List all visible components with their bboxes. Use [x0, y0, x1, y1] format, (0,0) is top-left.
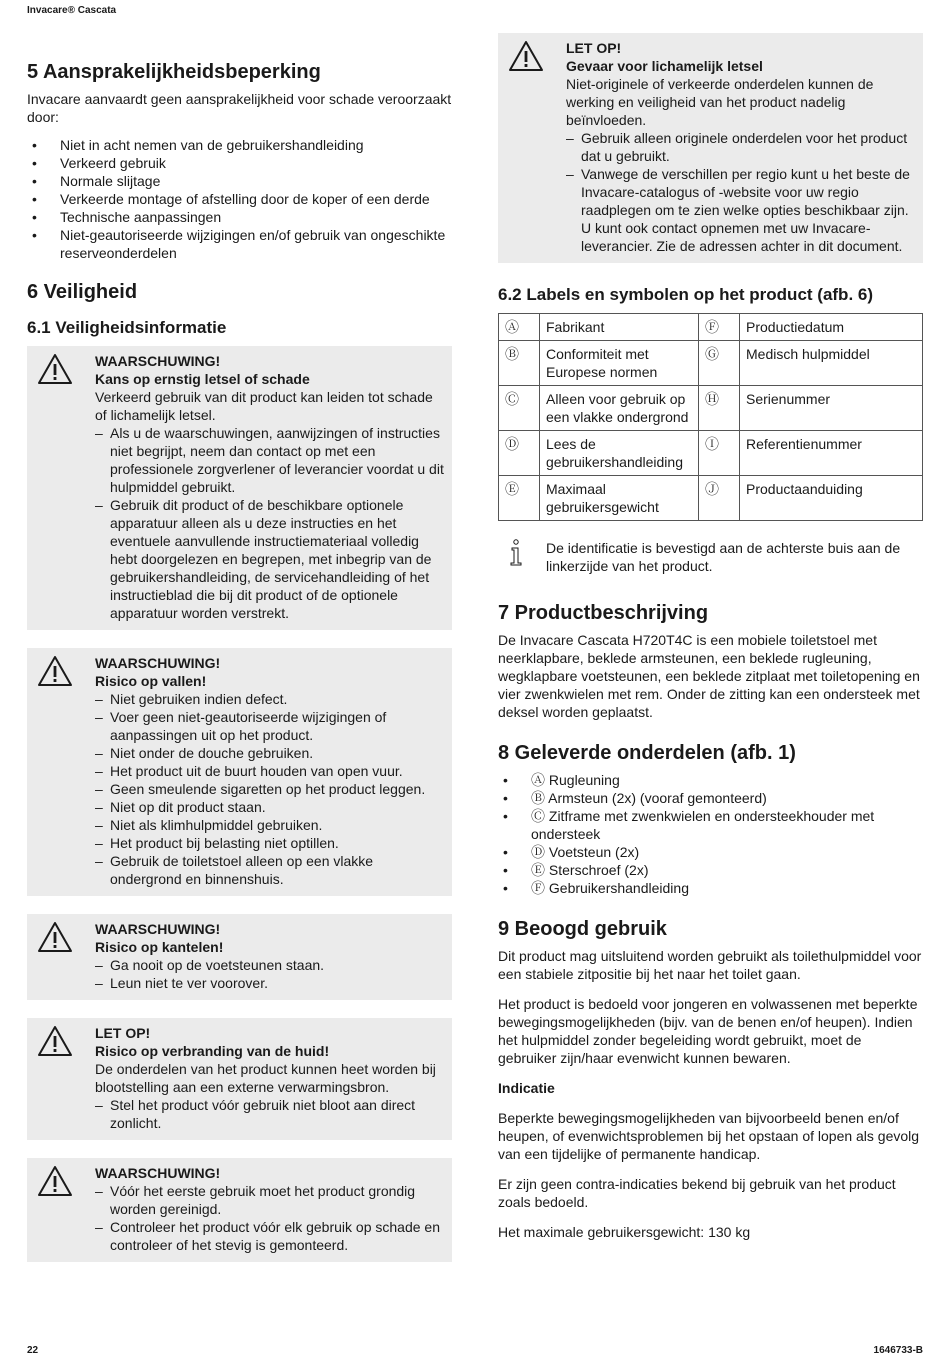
- list-item: – Ga nooit op de voetsteunen staan.: [95, 956, 444, 974]
- table-row: [499, 314, 923, 341]
- list-item: – Niet als klimhulpmiddel gebruiken.: [95, 816, 444, 834]
- notice-type: WAARSCHUWING!: [95, 921, 221, 938]
- list-item: – Niet op dit product staan.: [95, 798, 444, 816]
- info-icon: [508, 539, 524, 567]
- table-cell: Ⓕ: [699, 314, 740, 341]
- liability-list: [27, 136, 452, 262]
- table-cell: Alleen voor gebruik op een vlakke ondergrond: [540, 386, 699, 431]
- item-letter: Ⓒ: [531, 808, 545, 825]
- section-7-title: 7 Productbeschrijving: [498, 602, 709, 625]
- indicatie-heading: Indicatie: [498, 1080, 555, 1097]
- list-item: [498, 861, 923, 879]
- table-cell: Ⓓ: [499, 431, 540, 476]
- table-cell: Ⓖ: [699, 341, 740, 386]
- notice-list: [95, 690, 444, 888]
- notice-text: De onderdelen van het product kunnen heet worden bij blootstelling aan een externe verwarmingsbron.: [95, 1061, 436, 1096]
- left-column: [27, 60, 452, 1280]
- table-cell: Ⓙ: [699, 476, 740, 521]
- right-column: [498, 33, 923, 1241]
- table-cell: Referentienummer: [740, 431, 923, 476]
- warning-triangle-icon: [508, 40, 544, 72]
- item-letter: Ⓕ: [531, 880, 545, 897]
- warning-triangle-icon: [37, 1165, 73, 1197]
- list-item: • Verkeerde montage of afstelling door de koper of een derde: [27, 190, 452, 208]
- table-cell: Ⓘ: [699, 431, 740, 476]
- table-cell: Ⓐ: [499, 314, 540, 341]
- section-9-paragraph: Er zijn geen contra-indicaties bekend bij gebruik van het product zoals bedoeld.: [498, 1176, 896, 1211]
- notice-heading: Gevaar voor lichamelijk letsel: [566, 58, 763, 74]
- notice-list: [95, 956, 444, 992]
- list-item: – Vanwege de verschillen per regio kunt u het beste de Invacare-catalogus of -website voor uw regio raadplegen om te zien welke opties beschikbaar zijn. U kunt ook contact opnemen met uw Invacare-leverancier. Zie de adressen achter in dit document.: [566, 165, 915, 255]
- info-note-text: De identificatie is bevestigd aan de achterste buis aan de linkerzijde van het product.: [546, 540, 901, 575]
- warning-notice: [27, 914, 452, 1000]
- list-item: – Als u de waarschuwingen, aanwijzingen of instructies niet begrijpt, neem dan contact op met een professionele zorgverlener of leverancier voordat u dit hulpmiddel gebruikt.: [95, 424, 444, 496]
- notice-heading: Risico op verbranding van de huid!: [95, 1043, 330, 1060]
- item-text: Gebruikershandleiding: [548, 880, 689, 897]
- table-cell: Productaanduiding: [740, 476, 923, 521]
- section-6-title: 6 Veiligheid: [27, 281, 138, 303]
- section-7-text: De Invacare Cascata H720T4C is een mobiele toiletstoel met neerklapbare, beklede armsteunen, een beklede rugleuning, wegklapbare voetsteunen, een beklede zitplaat met toiletopening en vier zwenkwielen met rem. Onder de zitting kan een ondersteek met deksel worden geplaatst.: [498, 632, 920, 721]
- table-row: [499, 386, 923, 431]
- notice-heading: Risico op vallen!: [95, 673, 207, 690]
- item-text: Voetsteun (2x): [548, 844, 640, 861]
- notice-type: LET OP!: [566, 40, 622, 56]
- list-item: [498, 789, 923, 807]
- list-item: [498, 807, 923, 843]
- notice-list: [95, 1182, 444, 1254]
- info-note: [498, 539, 923, 575]
- list-item: – Gebruik alleen originele onderdelen voor het product dat u gebruikt.: [566, 129, 915, 165]
- caution-notice: [27, 1018, 452, 1140]
- item-letter: Ⓔ: [531, 862, 545, 879]
- list-item: – Gebruik de toiletstoel alleen op een vlakke ondergrond en binnenshuis.: [95, 852, 444, 888]
- warning-notice: [27, 1158, 452, 1262]
- item-letter: Ⓑ: [531, 790, 545, 807]
- list-item: [498, 771, 923, 789]
- warning-notice: [27, 346, 452, 630]
- page-number: 22: [27, 1345, 39, 1356]
- section-9-paragraph: Het product is bedoeld voor jongeren en volwassenen met beperkte bewegingsmogelijkheden (bijv. van de benen en/of heupen). Indien het hulpmiddel zonder begeleiding wordt gebruikt, moet de gebruiker zijn/haar evenwicht kunnen bewaren.: [498, 996, 918, 1067]
- table-cell: Medisch hulpmiddel: [740, 341, 923, 386]
- notice-list: [95, 1096, 444, 1132]
- table-cell: Conformiteit met Europese normen: [540, 341, 699, 386]
- table-cell: Ⓗ: [699, 386, 740, 431]
- warning-triangle-icon: [37, 1025, 73, 1057]
- item-text: Armsteun (2x) (vooraf gemonteerd): [548, 790, 767, 807]
- list-item: – Vóór het eerste gebruik moet het product grondig worden gereinigd.: [95, 1182, 444, 1218]
- labels-table: [498, 313, 923, 521]
- table-cell: Fabrikant: [540, 314, 699, 341]
- warning-triangle-icon: [37, 921, 73, 953]
- list-item: – Niet onder de douche gebruiken.: [95, 744, 444, 762]
- section-5-title: 5 Aansprakelijkheidsbeperking: [27, 61, 321, 83]
- table-row: [499, 431, 923, 476]
- notice-text: Niet-originele of verkeerde onderdelen kunnen de werking en veiligheid van het product nadelig beïnvloeden.: [566, 76, 874, 128]
- notice-heading: Kans op ernstig letsel of schade: [95, 371, 310, 388]
- section-5-intro: Invacare aanvaardt geen aansprakelijkheid voor schade veroorzaakt door:: [27, 91, 452, 125]
- list-item: – Geen smeulende sigaretten op het product leggen.: [95, 780, 444, 798]
- item-text: Rugleuning: [548, 772, 620, 789]
- list-item: – Niet gebruiken indien defect.: [95, 690, 444, 708]
- caution-notice: [498, 33, 923, 263]
- list-item: – Het product bij belasting niet optillen.: [95, 834, 444, 852]
- delivered-parts-list: [498, 771, 923, 897]
- running-header: Invacare® Cascata: [27, 5, 117, 16]
- list-item: [498, 843, 923, 861]
- notice-text: Verkeerd gebruik van dit product kan leiden tot schade of lichamelijk letsel.: [95, 389, 433, 424]
- section-9-paragraph: Het maximale gebruikersgewicht: 130 kg: [498, 1224, 751, 1241]
- list-item: – Gebruik dit product of de beschikbare optionele apparatuur alleen als u deze instructies en het eventuele aanvullende instructiemateriaal volledig hebt doorgelezen en begrepen, met inbegrip van de gebruikershandleiding, de servicehandleiding of het instructieblad die bij dit product of de optionele apparatuur worden verstrekt.: [95, 496, 444, 622]
- list-item: [498, 879, 923, 897]
- item-text: Zitframe met zwenkwielen en ondersteekhouder met ondersteek: [531, 808, 875, 843]
- section-6-2-title: 6.2 Labels en symbolen op het product (afb. 6): [498, 285, 874, 304]
- table-cell: Ⓒ: [499, 386, 540, 431]
- notice-type: WAARSCHUWING!: [95, 655, 221, 672]
- list-item: – Het product uit de buurt houden van open vuur.: [95, 762, 444, 780]
- list-item: – Controleer het product vóór elk gebruik op schade en controleer of het stevig is gemonteerd.: [95, 1218, 444, 1254]
- notice-heading: Risico op kantelen!: [95, 939, 224, 956]
- section-9-paragraph: Beperkte bewegingsmogelijkheden van bijvoorbeeld benen en/of heupen, of evenwichtsproblemen bij het opstaan of lopen als gevolg van een tijdelijke of permanente handicap.: [498, 1110, 920, 1163]
- list-item: • Technische aanpassingen: [27, 208, 452, 226]
- section-9-paragraph: Dit product mag uitsluitend worden gebruikt als toilethulpmiddel voor een stabiele zitpositie bij het naar het toilet gaan.: [498, 948, 922, 983]
- list-item: • Normale slijtage: [27, 172, 452, 190]
- list-item: • Niet-geautoriseerde wijzigingen en/of gebruik van ongeschikte reserveonderdelen: [27, 226, 452, 262]
- table-row: [499, 341, 923, 386]
- table-cell: Ⓔ: [499, 476, 540, 521]
- table-cell: Lees de gebruikershandleiding: [540, 431, 699, 476]
- table-row: [499, 476, 923, 521]
- list-item: – Leun niet te ver voorover.: [95, 974, 444, 992]
- item-letter: Ⓐ: [531, 772, 545, 789]
- list-item: • Verkeerd gebruik: [27, 154, 452, 172]
- table-cell: Ⓑ: [499, 341, 540, 386]
- notice-type: LET OP!: [95, 1025, 151, 1042]
- section-9-title: 9 Beoogd gebruik: [498, 918, 667, 941]
- item-text: Sterschroef (2x): [548, 862, 649, 879]
- table-cell: Productiedatum: [740, 314, 923, 341]
- table-cell: Maximaal gebruikersgewicht: [540, 476, 699, 521]
- notice-type: WAARSCHUWING!: [95, 1165, 221, 1182]
- notice-type: WAARSCHUWING!: [95, 353, 221, 370]
- list-item: – Voer geen niet-geautoriseerde wijzigingen of aanpassingen uit op het product.: [95, 708, 444, 744]
- item-letter: Ⓓ: [531, 844, 545, 861]
- warning-triangle-icon: [37, 353, 73, 385]
- document-code: 1646733-B: [873, 1345, 923, 1356]
- section-8-title: 8 Geleverde onderdelen (afb. 1): [498, 742, 796, 765]
- warning-triangle-icon: [37, 655, 73, 687]
- list-item: – Stel het product vóór gebruik niet bloot aan direct zonlicht.: [95, 1096, 444, 1132]
- section-6-1-title: 6.1 Veiligheidsinformatie: [27, 318, 227, 337]
- notice-list: [566, 129, 915, 255]
- warning-notice: [27, 648, 452, 896]
- notice-list: [95, 424, 444, 622]
- table-cell: Serienummer: [740, 386, 923, 431]
- list-item: • Niet in acht nemen van de gebruikershandleiding: [27, 136, 452, 154]
